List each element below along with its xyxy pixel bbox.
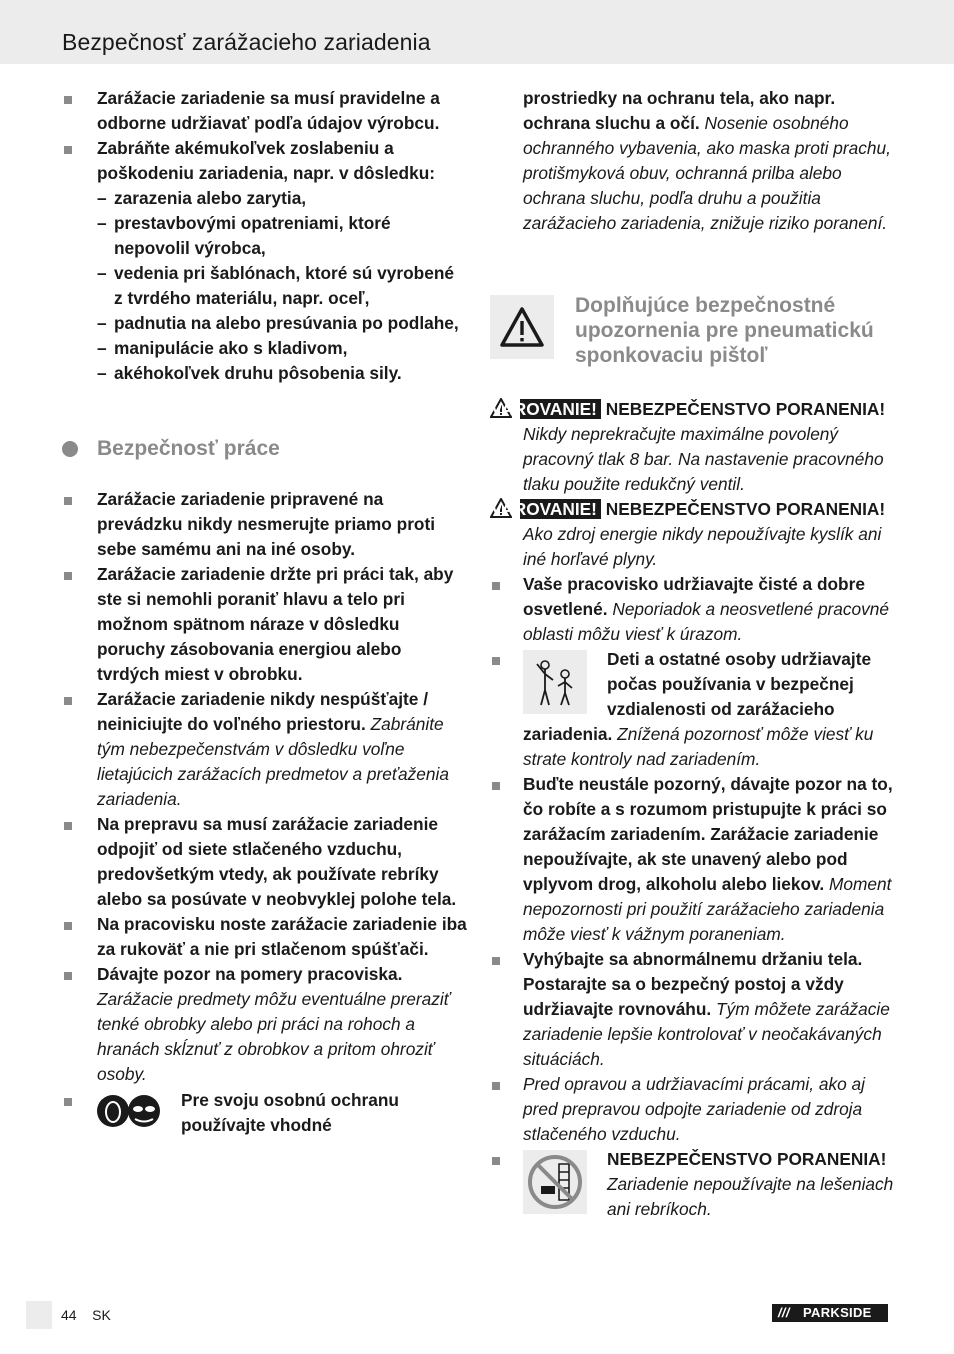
warning-block: VAROVANIE! NEBEZPEČENSTVO PORANENIA! Nikdy neprekračujte maximálne povolený pracovný tlak 8 bar. Na nastavenie pracovného tlaku použite redukčný ventil. [491,399,886,494]
page-title: Bezpečnosť zarážacieho zariadenia [62,29,431,55]
right-column [490,86,895,1222]
warning-label: VAROVANIE! [520,499,601,519]
protective-equipment-icon [97,1091,161,1131]
dash-item: – vedenia pri šablónach, ktoré sú vyrobené z tvrdého materiálu, napr. oceľ, [97,263,454,308]
section-heading-pneumatic: Doplňujúce bezpečnostné upozornenia pre pneumatickú sponkovaciu pištoľ [490,293,895,368]
list-item: Vaše pracovisko udržiavajte čisté a dobre osvetlené. Neporiadok a neosvetlené pracovné oblasti môžu viesť k úrazom. [490,572,895,647]
list-item: Zarážacie zariadenie nikdy nespúšťajte / neiniciujte do voľného priestoru. Zabránite tým nebezpečenstvám v dôsledku voľne lietajúcich zarážacích predmetov a preťaženia zariadenia. [62,687,467,812]
continued-paragraph: prostriedky na ochranu tela, ako napr. ochrana sluchu a očí. Nosenie osobného ochranného vybavenia, ako maska proti prachu, protišmyková obuv, ochranná prilba alebo ochrana sluchu, podľa druhu a použitia zarážacieho zariadenia, znižuje riziko poranení. [523,88,891,233]
footer-page-box [26,1301,52,1329]
list-item: NEBEZPEČENSTVO PORANENIA! Zariadenie nepoužívajte na lešeniach ani rebríkoch. [490,1147,895,1222]
list-item: Deti a ostatné osoby udržiavajte počas používania v bezpečnej vzdialenosti od zarážacieho zariadenia. Znížená pozornosť môže viesť ku strate kontroly nad zariadením. [490,647,895,772]
list-item: Dávajte pozor na pomery pracoviska. Zarážacie predmety môžu eventuálne preraziť tenké obrobky alebo pri práci na rohoch a hranách skĺznuť z obrobkov a pritom ohroziť osoby. [62,962,467,1087]
warning-label: VAROVANIE! [520,399,601,419]
left-column [62,86,467,1138]
list-item: Vyhýbajte sa abnormálnemu držaniu tela. Postarajte sa o bezpečný postoj a vždy udržiavajte rovnováhu. Tým môžete zarážacie zariadenie lepšie kontrolovať v neočakávaných situáciách. [490,947,895,1072]
keep-children-away-icon [523,650,587,714]
section-bullet-icon [62,441,78,457]
dash-item: – manipulácie ako s kladivom, [97,338,348,358]
dash-item: – zarazenia alebo zarytia, [97,188,307,208]
warning-triangle-icon [490,295,554,359]
list-item: Pre svoju osobnú ochranu používajte vhodné [62,1088,467,1138]
page-header [0,0,954,64]
language-code: SK [92,1307,111,1323]
page-number: 44 [61,1307,77,1323]
list-item: Pred opravou a udržiavacími prácami, ako aj pred prepravou odpojte zariadenie od zdroja stlačeného vzduchu. [490,1072,895,1147]
list-item: Zarážacie zariadenie pripravené na prevádzku nikdy nesmerujte priamo proti sebe samému ani na iné osoby. [62,487,467,562]
bullet [64,96,72,104]
list-item: Zarážacie zariadenie držte pri práci tak, aby ste si nemohli poraniť hlavu a telo pri možnom spätnom náraze v dôsledku poruchy zásobovania energiou alebo tvrdých miest v obrobku. [62,562,467,687]
list-item: Zarážacie zariadenie sa musí pravidelne a odborne udržiavať podľa údajov výrobcu. [62,86,467,136]
list-item: Na pracovisku noste zarážacie zariadenie iba za rukoväť a nie pri stlačenom spúšťači. [62,912,467,962]
dash-item: – prestavbovými opatreniami, ktoré nepovolil výrobca, [97,213,391,258]
list-item: Buďte neustále pozorný, dávajte pozor na to, čo robíte a s rozumom pristupujte k práci so zarážacím zariadením. Zarážacie zariadenie nepoužívajte, ak ste unavený alebo pod vplyvom drog, alkoholu alebo liekov. Moment nepozornosti pri použití zarážacieho zariadenia môže viesť k vážnym poraneniam. [490,772,895,947]
footer-page-info [61,1307,111,1323]
warning-block: VAROVANIE! NEBEZPEČENSTVO PORANENIA! Ako zdroj energie nikdy nepoužívajte kyslík ani iné horľavé plyny. [491,499,886,569]
bullet [64,146,72,154]
dash-item: – akéhokoľvek druhu pôsobenia sily. [97,363,402,383]
dash-item: – padnutia na alebo presúvania po podlahe, [97,313,459,333]
no-ladder-icon [523,1150,587,1214]
list-item: Na prepravu sa musí zarážacie zariadenie odpojiť od siete stlačeného vzduchu, predovšetkým vtedy, ak používate rebríky alebo sa posúvate v neobvyklej polohe tela. [62,812,467,912]
brand-logo: /// PARKSIDE [772,1304,888,1322]
dash-list [62,186,467,386]
list-item: Zabráňte akémukoľvek zoslabeniu a poškodeniu zariadenia, napr. v dôsledku: [62,136,467,186]
section-heading-work-safety: Bezpečnosť práce [62,436,467,462]
